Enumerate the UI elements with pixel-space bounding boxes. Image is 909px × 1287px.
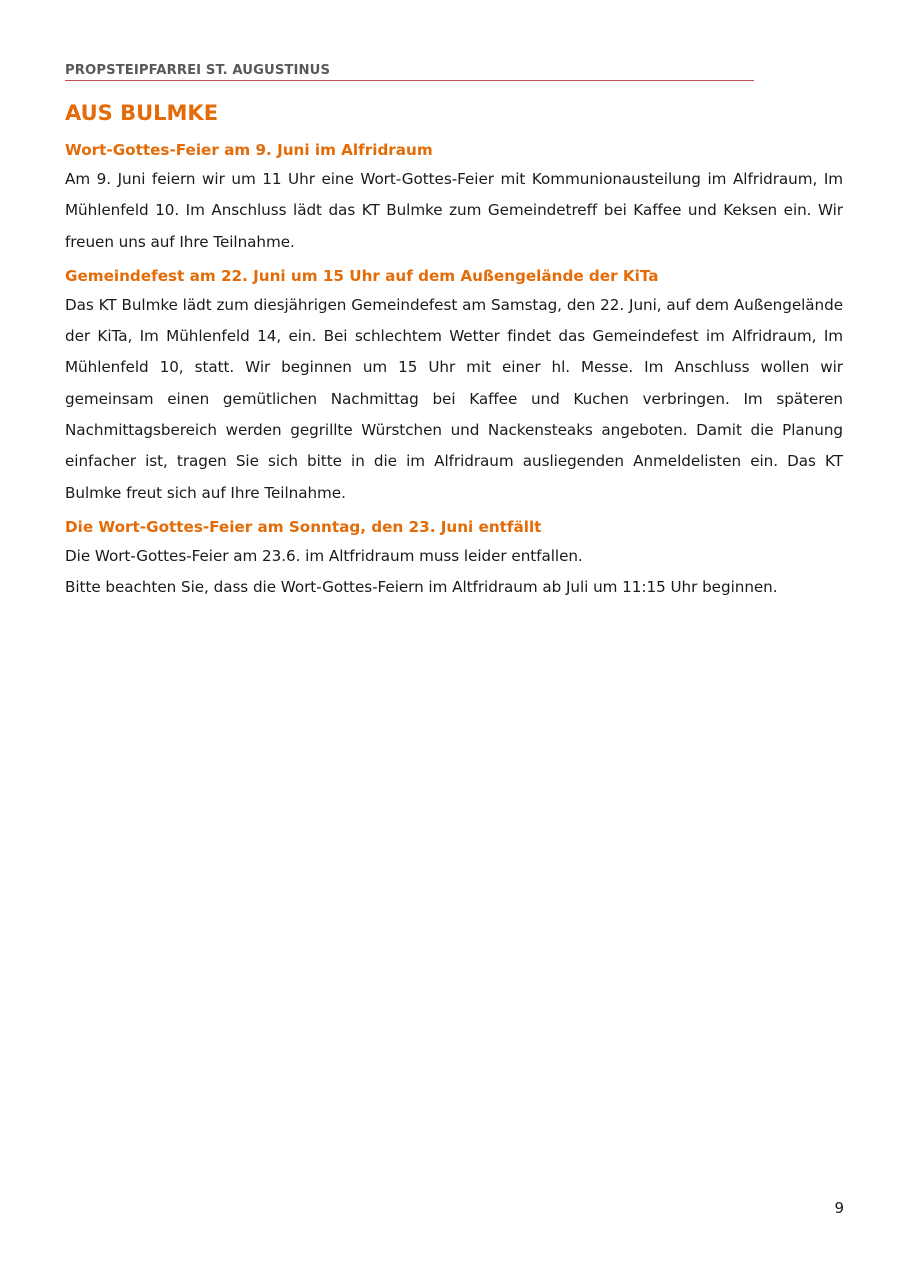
article-heading: Die Wort-Gottes-Feier am Sonntag, den 23. Juni entfällt [65,517,542,536]
article-paragraph: Die Wort-Gottes-Feier am 23.6. im Altfridraum muss leider entfallen. [65,546,583,565]
article-wort-gottes-feier-23-juni [65,515,843,604]
document-page [65,0,845,1287]
article-list [65,138,843,610]
article-heading: Wort-Gottes-Feier am 9. Juni im Alfridraum [65,141,433,159]
running-header: PROPSTEIPFARREI ST. AUGUSTINUS [65,62,754,81]
article-gemeindefest-22-juni [65,264,843,509]
article-paragraph: Bitte beachten Sie, dass die Wort-Gottes-Feiern im Altfridraum ab Juli um 11:15 Uhr beginnen. [65,578,778,597]
article-wort-gottes-feier-9-juni [65,138,843,258]
article-heading: Gemeindefest am 22. Juni um 15 Uhr auf dem Außengelände der KiTa [65,266,659,285]
article-paragraph: Am 9. Juni feiern wir um 11 Uhr eine Wort-Gottes-Feier mit Kommunionausteilung im Alfridraum, Im Mühlenfeld 10. Im Anschluss lädt das KT Bulmke zum Gemeindetreff bei Kaffee und Keksen ein. Wir freuen uns auf Ihre Teilnahme. [65,170,843,251]
article-paragraph: Das KT Bulmke lädt zum diesjährigen Gemeindefest am Samstag, den 22. Juni, auf dem Außengelände der KiTa, Im Mühlenfeld 14, ein. Bei schlechtem Wetter findet das Gemeindefest im Alfridraum, Im Mühlenfeld 10, statt. Wir beginnen um 15 Uhr mit einer hl. Messe. Im Anschluss wollen wir gemeinsam einen gemütlichen Nachmittag bei Kaffee und Kuchen verbringen. Im späteren Nachmittagsbereich werden gegrillte Würstchen und Nackensteaks angeboten. Damit die Planung einfacher ist, tragen Sie sich bitte in die im Alfridraum ausliegenden Anmeldelisten ein. Das KT Bulmke freut sich auf Ihre Teilnahme. [65,295,843,502]
section-title: AUS BULMKE [65,101,219,125]
page-number: 9 [834,1199,844,1217]
